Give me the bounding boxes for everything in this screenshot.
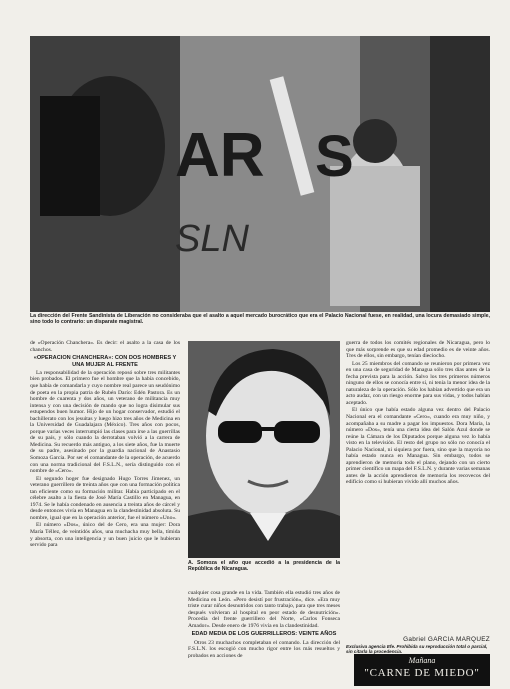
column3-paragraph-1: guerra de todos los comités regionales de Nicaragua, pero lo que más sorprende es que su edad promedio es de veinte años. Tres de ellos, sin embargo, tenían dieciocho. (346, 340, 490, 360)
wall-graffiti-3: SLN (175, 218, 249, 260)
column1-paragraph-1: La responsabilidad de la operación reposó sobre tres militantes bien probados. El primero fue el hombre que la había concebido, que había de comandarla y cuyo nombre real parece un seudónimo de poeta en la propia patria de Rubén Darío: Edén Pastora. Es un hombre de cuarenta y dos años, un veterano de militancia muy intensa y con una decisión de mando que no logra disimular sus estupendos buen humor. Hijo de un hogar conservador, estudió el bachillerato con los jesuitas y luego hizo tres años de Medicina en la Universidad de Guadalajara (México). Tres años con pocos, porque varias veces interrumpió las clases para irse a las guerrillas de su país, y sólo cuando la derrotaban volvió a la carrera de Medicina. Su recuerdo más antiguo, a los siete años, fue la muerte de su padre, asesinado por la guardia nacional de Anastasio Somoza García. Por ser el comandante de la operación, de acuerdo con una norma tradicional del F.S.L.N., sería distinguido con el nombre de «Cero». (30, 369, 180, 475)
column2-paragraph-1: cualquier cosa grande en la vida. También ella estudió tres años de Medicina en León. «Pero desistí por frustración», dice. «Era muy triste curar niños desnutridos con tanto trabajo, para que tres meses después volvieran al hospital en peor estado de desnutrición». Procedía del frente guerrillero del Norte, «Carlos Fonseca Amador». Desde enero de 1976 vivía en la clandestinidad. (188, 590, 340, 629)
author-signature: Gabriel GARCIA MARQUEZ (403, 636, 490, 643)
column3-paragraph-2: Los 25 miembros del comando se reunieron por primera vez en una casa de seguridad de Managua sólo tres días antes de la fecha prevista para la acción. Salvo los tres primeros números ninguno de ellos se conocía entre sí, ni tenía la menor idea de la naturaleza de la operación. Sólo los habían advertido que era un acto audaz, con un riesgo enorme para sus vidas, y todos habían aceptado. (346, 360, 490, 406)
column1-paragraph-2: El segundo hoger fue designado Hugo Torres Jimenez, un veterano guerrillero de treinta años que con una formación política tan eficiente como su formación militar. Había participado en el célebre asalto a la fiesta de José María Castillo en Managua, en 1974. Se le había condenado en ausencia a treinta años de cárcel y desde entonces vivía en Managua en la clandestinidad absoluta. Su nombre, igual que en la operación anterior, fue el número «Uno». (30, 475, 180, 521)
article-column-2 (188, 590, 340, 687)
wall-graffiti-2: S (315, 124, 354, 189)
portrait-image (188, 341, 340, 558)
top-photo-caption: La dirección del Frente Sandinista de Liberación no consideraba que el asalto a aquel mercado burocrático que era el Palacio Nacional fuese, en realidad, una locura demasiado simple, sino todo lo contrario: un disparate magistral. (30, 313, 490, 326)
column1-intro: de «Operación Chanchera». Es decir: el asalto a la casa de los chanchos. (30, 340, 180, 353)
section-subhead-1: «OPERACION CHANCHERA»: CON DOS HOMBRES Y UNA MUJER AL FRENTE (33, 355, 177, 368)
section-subhead-2: EDAD MEDIA DE LOS GUERRILLEROS: VEINTE AÑOS (191, 631, 337, 638)
column1-paragraph-3: El número «Dos», único del de Cero, era una mujer: Dora María Téllez, de veintidós años, una muchacha muy bella, tímida y absorta, con una inteligencia y un buen juicio que le hubieran servido para (30, 522, 180, 549)
article-column-3 (346, 340, 490, 636)
article-column-1 (30, 340, 180, 688)
portrait-photo (188, 341, 340, 558)
next-issue-title: "CARNE DE MIEDO" (364, 667, 480, 679)
portrait-caption: A. Somoza el año que accedió a la presidencia de la República de Nicaragua. (188, 560, 340, 573)
top-photo-image (30, 36, 490, 312)
column3-paragraph-3: El único que había estado alguna vez dentro del Palacio Nacional era el comandante «Cero», cuando era muy niño, y acompañaba a su madre a pagar los impuestos. Dora María, la número «Dos», tenía una cierta idea del Salón Azul donde se reúne la Cámara de los Diputados porque alguna vez lo había visto en la televisión. El resto del grupo no sólo no conocía el Palacio Nacional, ni siquiera por fuera, sino que la mayoría no había estado nunca en Managua. Sin embargo, todos se aprendieron de memoria todo el plano, dejando con un cierto primer científico un mapa del F.S.L.N. y durante varias semanas antes de la acción aprendieron de memoria los recovecos del edificio como si hubieran vivido allí muchos años. (346, 407, 490, 486)
wall-graffiti-1: AR (175, 121, 265, 190)
next-issue-label: Mañana (408, 656, 436, 665)
column2-paragraph-2: Otros 23 muchachos completaban el comando. La dirección del F.S.L.N. los escogió con mucho rigor entre los más resueltos y probados en acciones de (188, 639, 340, 659)
next-issue-box (354, 654, 490, 686)
copyright-credit: Exclusiva agencia Efe. Prohibida su reproducción total o parcial, sin citarla la procedencia. (346, 644, 488, 655)
top-photo (30, 36, 490, 312)
